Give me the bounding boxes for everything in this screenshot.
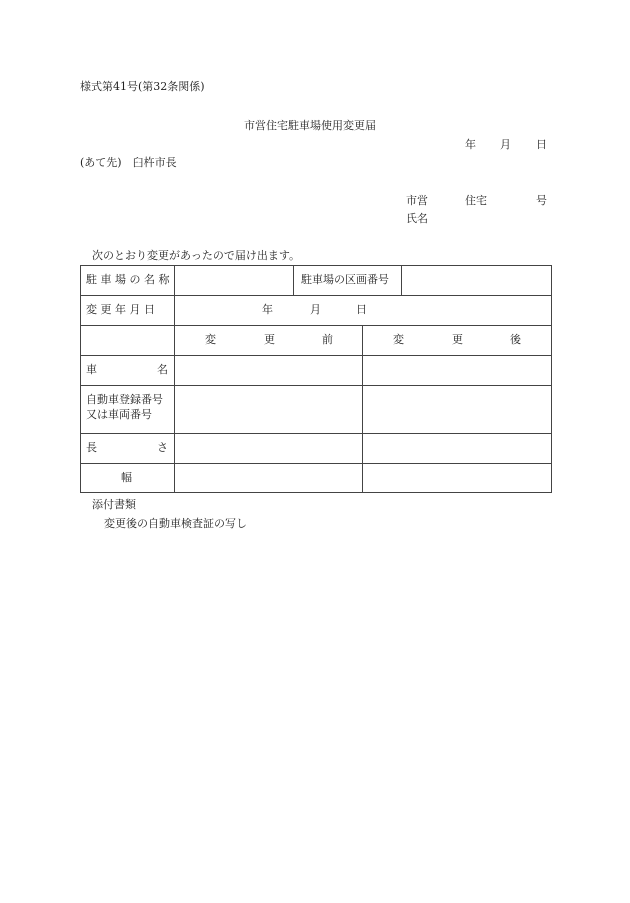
name-label: 氏名 bbox=[406, 212, 428, 225]
before-char: 前 bbox=[322, 333, 333, 346]
parking-name-label: 駐 車 場 の 名 称 bbox=[86, 273, 170, 286]
vehicle-name-char: 車 bbox=[86, 363, 97, 376]
change-date-label: 変 更 年 月 日 bbox=[86, 303, 155, 316]
vehicle-name-char: 名 bbox=[157, 363, 168, 376]
city-housing-label: 市営 bbox=[406, 194, 428, 207]
length-char: 長 bbox=[86, 441, 97, 454]
change-date-year: 年 bbox=[262, 303, 273, 316]
change-date-month: 月 bbox=[310, 303, 321, 316]
section-number-label: 駐車場の区画番号 bbox=[301, 273, 389, 286]
document-title: 市営住宅駐車場使用変更届 bbox=[244, 119, 376, 132]
attachments-heading: 添付書類 bbox=[92, 498, 136, 511]
attachment-item: 変更後の自動車検査証の写し bbox=[104, 517, 247, 530]
parking-name-field bbox=[175, 266, 293, 295]
length-char: さ bbox=[157, 441, 168, 454]
after-char: 後 bbox=[510, 333, 521, 346]
after-char: 変 bbox=[393, 333, 404, 346]
date-year-label: 年 bbox=[465, 138, 476, 151]
addressee: (あて先) 臼杵市長 bbox=[80, 156, 177, 169]
before-char: 更 bbox=[264, 333, 275, 346]
form-number: 様式第41号(第32条関係) bbox=[80, 80, 205, 93]
after-char: 更 bbox=[452, 333, 463, 346]
date-month-label: 月 bbox=[500, 138, 511, 151]
intro-text: 次のとおり変更があったので届け出ます。 bbox=[92, 249, 301, 262]
date-day-label: 日 bbox=[536, 138, 547, 151]
section-number-field bbox=[402, 266, 551, 295]
number-label: 号 bbox=[536, 194, 547, 207]
width-label: 幅 bbox=[121, 471, 132, 484]
change-date-day: 日 bbox=[356, 303, 367, 316]
before-char: 変 bbox=[205, 333, 216, 346]
housing-label: 住宅 bbox=[465, 194, 487, 207]
registration-label-line1: 自動車登録番号 bbox=[86, 393, 163, 406]
registration-label-line2: 又は車両番号 bbox=[86, 408, 152, 421]
